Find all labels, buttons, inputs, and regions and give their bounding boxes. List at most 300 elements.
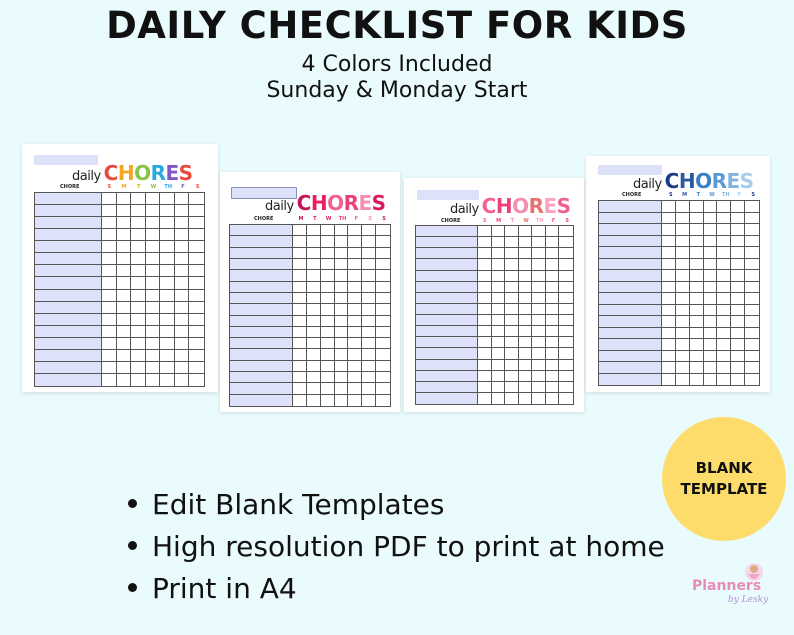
checkbox-cell — [676, 351, 690, 363]
checkbox-cell — [189, 362, 204, 374]
checkbox-cell — [102, 326, 117, 338]
checkbox-cell — [704, 374, 718, 386]
chore-cell — [599, 259, 662, 271]
checkbox-cell — [717, 328, 731, 340]
checkbox-cell — [102, 265, 117, 277]
checkbox-cell — [131, 241, 146, 253]
checkbox-cell — [676, 259, 690, 271]
checkbox-cell — [146, 229, 161, 241]
chore-cell — [416, 237, 478, 248]
checkbox-cell — [519, 337, 533, 348]
checkbox-cell — [175, 374, 190, 386]
checkbox-cell — [717, 293, 731, 305]
blank-template-badge — [662, 417, 786, 541]
daily-label: daily — [450, 202, 479, 217]
checkbox-cell — [662, 374, 676, 386]
checkbox-cell — [335, 304, 349, 315]
checkbox-cell — [146, 241, 161, 253]
checkbox-cell — [546, 371, 560, 382]
checkbox-cell — [731, 305, 745, 317]
checkbox-cell — [519, 248, 533, 259]
chore-cell — [416, 393, 478, 404]
chores-letter: R — [711, 169, 727, 193]
checkbox-cell — [505, 348, 519, 359]
checkbox-cell — [146, 362, 161, 374]
checkbox-cell — [362, 248, 376, 259]
checkbox-cell — [335, 361, 349, 372]
checkbox-cell — [307, 259, 321, 270]
checkbox-cell — [160, 350, 175, 362]
checkbox-cell — [102, 290, 117, 302]
day-header: S — [751, 192, 755, 198]
checkbox-cell — [559, 371, 573, 382]
chore-cell — [230, 316, 293, 327]
checkbox-cell — [478, 248, 492, 259]
checkbox-cell — [307, 395, 321, 406]
checkbox-cell — [676, 201, 690, 213]
checkbox-cell — [293, 282, 307, 293]
checkbox-cell — [146, 193, 161, 205]
checkbox-cell — [321, 361, 335, 372]
checkbox-cell — [662, 259, 676, 271]
checkbox-cell — [335, 349, 349, 360]
chore-cell — [230, 383, 293, 394]
checkbox-cell — [546, 259, 560, 270]
checkbox-cell — [546, 271, 560, 282]
checkbox-cell — [117, 229, 132, 241]
chores-letter: O — [512, 194, 529, 218]
feature-item — [128, 526, 665, 568]
checkbox-cell — [546, 337, 560, 348]
checkbox-cell — [676, 224, 690, 236]
checkbox-cell — [559, 382, 573, 393]
chore-cell — [416, 348, 478, 359]
chores-letter: E — [543, 194, 557, 218]
checkbox-cell — [704, 328, 718, 340]
chart-heading — [633, 169, 754, 193]
checkbox-cell — [175, 338, 190, 350]
day-headers — [478, 218, 574, 224]
checkbox-cell — [321, 293, 335, 304]
day-header: T — [696, 192, 700, 198]
checkbox-cell — [335, 236, 349, 247]
chores-label — [297, 191, 386, 215]
chart-heading — [265, 191, 386, 215]
chore-grid — [598, 200, 760, 386]
checkbox-cell — [146, 265, 161, 277]
checkbox-cell — [362, 383, 376, 394]
checkbox-cell — [704, 259, 718, 271]
chore-cell — [599, 305, 662, 317]
chore-cell — [599, 328, 662, 340]
checkbox-cell — [731, 201, 745, 213]
checkbox-cell — [146, 314, 161, 326]
checkbox-cell — [505, 315, 519, 326]
chores-letter: O — [695, 169, 712, 193]
feature-text: Print in A4 — [152, 572, 297, 605]
checkbox-cell — [160, 241, 175, 253]
checkbox-cell — [307, 349, 321, 360]
chores-letter: O — [134, 161, 151, 185]
checkbox-cell — [745, 305, 759, 317]
checkbox-cell — [348, 270, 362, 281]
checkbox-cell — [519, 348, 533, 359]
chore-cell — [35, 374, 102, 386]
chore-cell — [230, 372, 293, 383]
checkbox-cell — [745, 236, 759, 248]
checkbox-cell — [131, 374, 146, 386]
checkbox-cell — [505, 393, 519, 404]
checkbox-cell — [117, 241, 132, 253]
chore-cell — [230, 282, 293, 293]
checkbox-cell — [307, 338, 321, 349]
checkbox-cell — [662, 201, 676, 213]
checkbox-cell — [704, 339, 718, 351]
checkbox-cell — [175, 350, 190, 362]
checkbox-cell — [478, 226, 492, 237]
checkbox-cell — [307, 293, 321, 304]
checkbox-cell — [690, 201, 704, 213]
day-header: W — [325, 216, 332, 222]
checkbox-cell — [117, 205, 132, 217]
checkbox-cell — [717, 213, 731, 225]
checkbox-cell — [731, 374, 745, 386]
checkbox-cell — [676, 316, 690, 328]
chart-heading — [450, 194, 571, 218]
checkbox-cell — [662, 328, 676, 340]
checkbox-cell — [117, 277, 132, 289]
checkbox-cell — [532, 382, 546, 393]
checkbox-cell — [175, 253, 190, 265]
chore-cell — [35, 326, 102, 338]
checkbox-cell — [189, 374, 204, 386]
checkbox-cell — [321, 338, 335, 349]
chore-cell — [416, 293, 478, 304]
checkbox-cell — [731, 351, 745, 363]
checkbox-cell — [731, 236, 745, 248]
checkbox-cell — [704, 270, 718, 282]
checkbox-cell — [335, 293, 349, 304]
checkbox-cell — [505, 282, 519, 293]
chore-cell — [230, 248, 293, 259]
chore-cell — [230, 293, 293, 304]
checkbox-cell — [559, 393, 573, 404]
checkbox-cell — [690, 213, 704, 225]
checkbox-cell — [131, 253, 146, 265]
checkbox-cell — [690, 374, 704, 386]
checkbox-cell — [348, 327, 362, 338]
checkbox-cell — [532, 237, 546, 248]
checkbox-cell — [745, 351, 759, 363]
feature-item — [128, 484, 665, 526]
checkbox-cell — [293, 270, 307, 281]
checkbox-cell — [131, 302, 146, 314]
chores-letter: H — [495, 194, 513, 218]
checkbox-cell — [745, 270, 759, 282]
checkbox-cell — [335, 225, 349, 236]
checkbox-cell — [505, 259, 519, 270]
checkbox-cell — [662, 362, 676, 374]
checkbox-cell — [321, 304, 335, 315]
checkbox-cell — [348, 304, 362, 315]
chores-letter: E — [726, 169, 740, 193]
checkbox-cell — [532, 293, 546, 304]
checkbox-cell — [676, 282, 690, 294]
checkbox-cell — [717, 374, 731, 386]
checkbox-cell — [676, 328, 690, 340]
checkbox-cell — [131, 338, 146, 350]
checkbox-cell — [160, 277, 175, 289]
checkbox-cell — [102, 229, 117, 241]
checkbox-cell — [731, 293, 745, 305]
checkbox-cell — [293, 372, 307, 383]
checkbox-cell — [348, 395, 362, 406]
checkbox-cell — [546, 304, 560, 315]
checkbox-cell — [131, 193, 146, 205]
checkbox-cell — [362, 236, 376, 247]
checkbox-cell — [690, 328, 704, 340]
chores-letter: R — [528, 194, 544, 218]
chore-cell — [416, 226, 478, 237]
checkbox-cell — [676, 270, 690, 282]
checkbox-cell — [293, 248, 307, 259]
day-header: S — [382, 216, 386, 222]
chore-chart-preview-pink — [220, 172, 400, 412]
checkbox-cell — [307, 361, 321, 372]
chore-column-header: CHORE — [441, 218, 461, 224]
chores-letter: C — [103, 161, 118, 185]
checkbox-cell — [519, 360, 533, 371]
checkbox-cell — [160, 314, 175, 326]
chore-cell — [599, 213, 662, 225]
checkbox-cell — [717, 259, 731, 271]
chore-cell — [416, 371, 478, 382]
checkbox-cell — [662, 270, 676, 282]
chores-letter: C — [664, 169, 679, 193]
checkbox-cell — [546, 348, 560, 359]
day-header: M — [298, 216, 304, 222]
checkbox-cell — [690, 351, 704, 363]
checkbox-cell — [546, 226, 560, 237]
checkbox-cell — [519, 282, 533, 293]
checkbox-cell — [117, 362, 132, 374]
checkbox-cell — [189, 314, 204, 326]
checkbox-cell — [293, 293, 307, 304]
checkbox-cell — [731, 247, 745, 259]
chore-chart-preview-blue — [586, 156, 770, 392]
checkbox-cell — [307, 248, 321, 259]
checkbox-cell — [559, 259, 573, 270]
checkbox-cell — [160, 253, 175, 265]
chore-cell — [230, 236, 293, 247]
checkbox-cell — [376, 372, 390, 383]
checkbox-cell — [546, 393, 560, 404]
checkbox-cell — [321, 395, 335, 406]
chore-cell — [416, 248, 478, 259]
chore-cell — [230, 259, 293, 270]
chores-label — [104, 161, 193, 185]
checkbox-cell — [189, 217, 204, 229]
chore-cell — [599, 270, 662, 282]
checkbox-cell — [519, 326, 533, 337]
checkbox-cell — [293, 327, 307, 338]
checkbox-cell — [362, 361, 376, 372]
checkbox-cell — [189, 193, 204, 205]
checkbox-cell — [745, 247, 759, 259]
daily-label: daily — [72, 169, 101, 184]
checkbox-cell — [704, 213, 718, 225]
checkbox-cell — [160, 302, 175, 314]
checkbox-cell — [519, 304, 533, 315]
checkbox-cell — [102, 253, 117, 265]
checkbox-cell — [376, 327, 390, 338]
checkbox-cell — [559, 315, 573, 326]
checkbox-cell — [362, 316, 376, 327]
checkbox-cell — [376, 395, 390, 406]
checkbox-cell — [307, 383, 321, 394]
checkbox-cell — [478, 348, 492, 359]
logo-subtext: by Lesky — [728, 595, 769, 605]
chore-cell — [599, 351, 662, 363]
checkbox-cell — [102, 205, 117, 217]
checkbox-cell — [321, 316, 335, 327]
day-header: M — [682, 192, 688, 198]
checkbox-cell — [519, 293, 533, 304]
checkbox-cell — [676, 362, 690, 374]
chores-label — [482, 194, 571, 218]
chores-letter: S — [739, 169, 754, 193]
chore-column-header: CHORE — [60, 184, 80, 190]
checkbox-cell — [117, 374, 132, 386]
checkbox-cell — [146, 253, 161, 265]
chore-cell — [599, 236, 662, 248]
checkbox-cell — [745, 339, 759, 351]
checkbox-cell — [189, 253, 204, 265]
checkbox-cell — [662, 339, 676, 351]
checkbox-cell — [559, 348, 573, 359]
chore-cell — [230, 270, 293, 281]
checkbox-cell — [376, 270, 390, 281]
checkbox-cell — [189, 338, 204, 350]
checkbox-cell — [189, 241, 204, 253]
chores-letter: H — [678, 169, 696, 193]
checkbox-cell — [307, 327, 321, 338]
chore-cell — [230, 327, 293, 338]
checkbox-cell — [293, 338, 307, 349]
chore-grid — [34, 192, 205, 387]
chore-cell — [230, 225, 293, 236]
checkbox-cell — [146, 277, 161, 289]
chore-cell — [416, 382, 478, 393]
checkbox-cell — [559, 282, 573, 293]
checkbox-cell — [362, 304, 376, 315]
checkbox-cell — [532, 393, 546, 404]
checkbox-cell — [704, 247, 718, 259]
day-header: T — [313, 216, 317, 222]
checkbox-cell — [717, 270, 731, 282]
checkbox-cell — [117, 193, 132, 205]
checkbox-cell — [559, 293, 573, 304]
checkbox-cell — [731, 213, 745, 225]
checkbox-cell — [532, 371, 546, 382]
checkbox-cell — [717, 305, 731, 317]
checkbox-cell — [376, 304, 390, 315]
checkbox-cell — [704, 293, 718, 305]
checkbox-cell — [175, 362, 190, 374]
checkbox-cell — [478, 259, 492, 270]
checkbox-cell — [478, 282, 492, 293]
checkbox-cell — [335, 395, 349, 406]
checkbox-cell — [731, 270, 745, 282]
day-header: S — [195, 184, 200, 190]
checkbox-cell — [146, 302, 161, 314]
chore-cell — [416, 259, 478, 270]
checkbox-cell — [676, 305, 690, 317]
checkbox-cell — [117, 326, 132, 338]
chore-cell — [35, 241, 102, 253]
checkbox-cell — [717, 362, 731, 374]
subtitle-colors: 4 Colors Included — [301, 52, 493, 77]
checkbox-cell — [293, 361, 307, 372]
checkbox-cell — [717, 339, 731, 351]
checkbox-cell — [505, 304, 519, 315]
checkbox-cell — [505, 248, 519, 259]
chore-cell — [35, 302, 102, 314]
checkbox-cell — [131, 205, 146, 217]
chore-cell — [599, 316, 662, 328]
checkbox-cell — [492, 293, 506, 304]
chore-cell — [230, 304, 293, 315]
checkbox-cell — [676, 236, 690, 248]
checkbox-cell — [690, 270, 704, 282]
checkbox-cell — [335, 282, 349, 293]
checkbox-cell — [505, 237, 519, 248]
chore-cell — [35, 193, 102, 205]
checkbox-cell — [745, 201, 759, 213]
checkbox-cell — [532, 304, 546, 315]
checkbox-cell — [321, 372, 335, 383]
checkbox-cell — [717, 282, 731, 294]
checkbox-cell — [519, 382, 533, 393]
checkbox-cell — [559, 337, 573, 348]
checkbox-cell — [131, 217, 146, 229]
checkbox-cell — [160, 217, 175, 229]
checkbox-cell — [293, 236, 307, 247]
checkbox-cell — [478, 315, 492, 326]
checkbox-cell — [348, 236, 362, 247]
checkbox-cell — [745, 224, 759, 236]
checkbox-cell — [519, 371, 533, 382]
checkbox-cell — [532, 282, 546, 293]
checkbox-cell — [519, 271, 533, 282]
logo-text: Planners — [692, 578, 762, 594]
checkbox-cell — [102, 374, 117, 386]
chores-letter: S — [178, 161, 193, 185]
chart-heading — [72, 161, 193, 185]
daily-label: daily — [265, 199, 294, 214]
checkbox-cell — [160, 326, 175, 338]
checkbox-cell — [505, 326, 519, 337]
checkbox-cell — [348, 383, 362, 394]
chore-cell — [230, 338, 293, 349]
checkbox-cell — [717, 316, 731, 328]
checkbox-cell — [175, 290, 190, 302]
chores-letter: S — [371, 191, 386, 215]
checkbox-cell — [690, 362, 704, 374]
day-header: W — [150, 184, 157, 190]
checkbox-cell — [321, 349, 335, 360]
checkbox-cell — [505, 226, 519, 237]
